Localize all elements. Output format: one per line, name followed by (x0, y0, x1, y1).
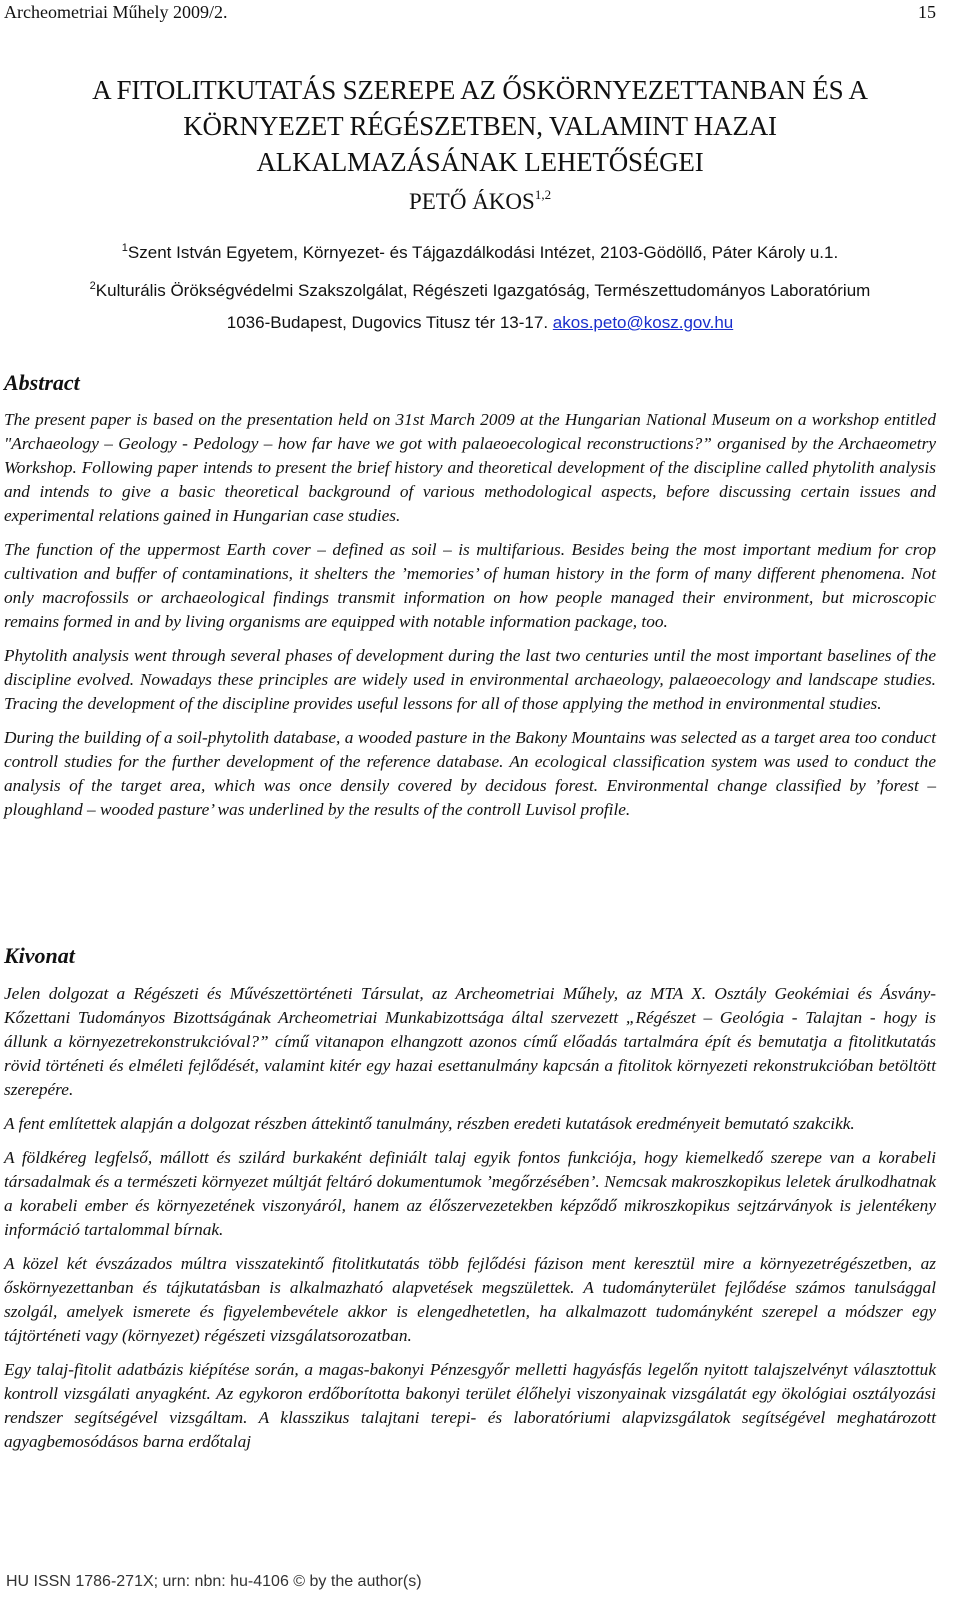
kivonat-paragraph: A közel két évszázados múltra visszatekintő fitolitkutatás több fejlődési fázison ment keresztül mire a környezetrégészetben, az őskörnyezettanban és tájkutatásban is alkalmazható alapvetések megszülettek. A tudományterület fejlődése számos tanulsággal szolgál, amelyek ismerete és figyelembevétele akkor is elengedhetetlen, ha alkalmazott tudományként szerepel a módszer egy tájtörténeti vagy (környezet) régészeti vizsgálatsorozatban. (4, 1254, 936, 1345)
kivonat-paragraph: Egy talaj-fitolit adatbázis kiépítése során, a magas-bakonyi Pénzesgyőr melletti hagyásfás legelőn nyitott talajszelvényt választottuk kontroll vizsgálati anyagként. Az egykoron erdőborította bakonyi terület élőhelyi viszonyainak vizsgálatát egy ökológiai osztályozási rendszer segítségével vizsgáltam. A klasszikus talajtani terepi- és laboratóriumi alapvizsgálatok segítségével meghatározott agyagbemosódásos barna erdőtalaj (4, 1360, 936, 1451)
author-affiliation-marks: 1,2 (534, 187, 552, 202)
journal-name: Archeometriai Műhely 2009/2. (4, 2, 228, 22)
title-line-2: KÖRNYEZET RÉGÉSZETBEN, VALAMINT HAZAI (183, 111, 777, 141)
kivonat-paragraph: Jelen dolgozat a Régészeti és Művészettörténeti Társulat, az Archeometriai Műhely, az MTA X. Osztály Geokémiai és Ásvány-Kőzettani Tudományos Bizottságának Archeometriai Munkabizottsága által szervezett „Régészet – Geológia - Talajtan - hogy is állunk a környezetrekonstrukcióval?” című vitanapon elhangzott azonos című előadás tartalmára épít és bemutatja a fitolitkutatás rövid történeti és elméleti fejlődését, valamint kitér egy hazai esettanulmány kapcsán a fitolitok környezeti rekonstrukcióban betöltött szerepére. (4, 984, 936, 1099)
affiliation-1 (0, 237, 960, 264)
author-name: PETŐ ÁKOS (408, 189, 535, 214)
article-title (0, 72, 960, 180)
page-footer: HU ISSN 1786-271X; urn: nbn: hu-4106 © by the author(s) (6, 1573, 422, 1590)
abstract-paragraph: The function of the uppermost Earth cover – defined as soil – is multifarious. Besides being the most important medium for crop cultivation and buffer of contaminations, it shelters the ’memories’ of human history in the form of many different phenomena. Not only macrofossils or archaeological findings transmit information on how people managed their environment, but microscopic remains formed in and by living organisms are equipped with notable information package, too. (4, 540, 936, 631)
title-line-3: ALKALMAZÁSÁNAK LEHETŐSÉGEI (256, 147, 704, 177)
kivonat-heading: Kivonat (4, 943, 75, 968)
page-number: 15 (918, 2, 936, 22)
author-email-link[interactable]: akos.peto@kosz.gov.hu (552, 313, 734, 332)
affiliation-2 (0, 275, 960, 302)
affiliation-2-address: 1036-Budapest, Dugovics Titusz tér 13-17. (226, 313, 549, 332)
abstract-paragraph: The present paper is based on the presentation held on 31st March 2009 at the Hungarian National Museum on a workshop entitled "Archaeology – Geology - Pedology – how far have we got with palaeoecological reconstructions?” organised by the Archaeometry Workshop. Following paper intends to present the brief history and theoretical development of the discipline called phytolith analysis and intends to give a basic theoretical background of various methodological aspects, before discussing certain issues and experimental relations gained in Hungarian case studies. (4, 410, 936, 525)
kivonat-paragraph: A fent említettek alapján a dolgozat részben áttekintő tanulmány, részben eredeti kutatások eredményeit bemutató szakcikk. (4, 1114, 855, 1133)
abstract-paragraph: Phytolith analysis went through several phases of development during the last two centuries until the most important baselines of the discipline evolved. Nowadays these principles are widely used in environmental archaeology, palaeoecology and landscape studies. Tracing the development of the discipline provides useful lessons for all of those applying the method in environmental studies. (4, 646, 936, 713)
affiliation-2-address-line (0, 312, 960, 334)
abstract-paragraph: During the building of a soil-phytolith database, a wooded pasture in the Bakony Mountains was selected as a target area too conduct controll studies for the further development of the reference database. An ecological classification system was used to conduct the analysis of the target area, which was once densily covered by decidous forest. Environmental change classified by ’forest – ploughland – wooded pasture’ was underlined by the results of the controll Luvisol profile. (4, 728, 936, 819)
title-line-1: A FITOLITKUTATÁS SZEREPE AZ ŐSKÖRNYEZETTANBAN ÉS A (92, 75, 868, 105)
affiliation-2-text: Kulturális Örökségvédelmi Szakszolgálat, Régészeti Igazgatóság, Természettudományos Laboratórium (95, 281, 871, 300)
affiliation-2-mark: 2 (89, 280, 96, 292)
abstract-heading: Abstract (4, 370, 80, 395)
kivonat-paragraph: A földkéreg legfelső, mállott és szilárd burkaként definiált talaj egyik fontos funkciója, hogy kiemelkedő szerepe van a korabeli társadalmak és a természeti környezet múltját feltáró dokumentumok ’megőrzésében’. Nemcsak makroszkopikus leletek árulkodhatnak a korabeli ember és környezetének viszonyáról, hanem az élőszervezetekben képződő mikroszkopikus sejtzárványok is jelentékeny információ tartalommal bírnak. (4, 1148, 936, 1239)
running-header (4, 0, 936, 26)
author-line (0, 180, 960, 217)
affiliation-1-mark: 1 (121, 242, 128, 254)
kivonat-body (4, 982, 936, 1464)
affiliation-1-text: Szent István Egyetem, Környezet- és Tájgazdálkodási Intézet, 2103-Gödöllő, Páter Károly u.1. (127, 243, 839, 262)
abstract-body (4, 408, 936, 832)
